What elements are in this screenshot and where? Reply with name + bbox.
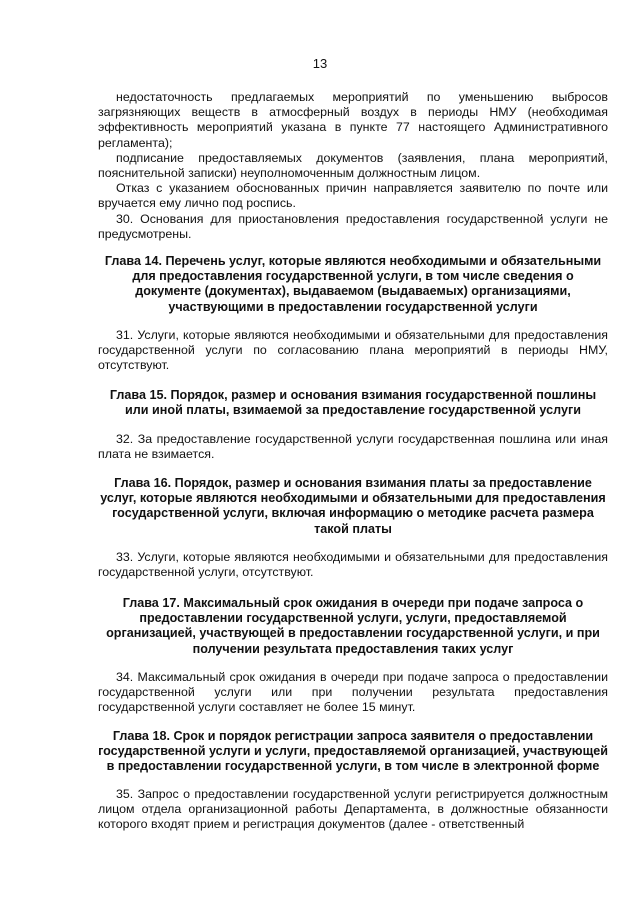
chapter-15-heading bbox=[98, 388, 608, 418]
paragraph-35: 35. Запрос о предоставлении государственной услуги регистрируется должностным лицом отдела организационной работы Департамента, в должностные обязанности которого входят прием и регистрация документов (далее - ответственный bbox=[98, 787, 608, 832]
paragraph: недостаточность предлагаемых мероприятий по уменьшению выбросов загрязняющих веществ в атмосферный воздух в периоды НМУ (необходимая эффективность мероприятий указана в пункте 77 настоящего Административного регламента); bbox=[98, 90, 608, 150]
paragraph-33: 33. Услуги, которые являются необходимыми и обязательными для предоставления государственной услуги, отсутствуют. bbox=[98, 550, 608, 580]
heading-text: Глава 18. Срок и порядок регистрации запроса заявителя о предоставлении государственной услуги и услуги, предоставляемой организацией, участвующей в предоставлении государственной услуги, в том числе в электронной форме bbox=[98, 729, 608, 774]
chapter-14-heading bbox=[98, 254, 608, 315]
paragraph-35-block bbox=[98, 787, 608, 833]
chapter-16-heading bbox=[98, 476, 608, 537]
paragraph-33-block bbox=[98, 550, 608, 580]
paragraph-31-block bbox=[98, 328, 608, 374]
heading-text: Глава 16. Порядок, размер и основания взимания платы за предоставление услуг, которые являются необходимыми и обязательными для предоставления государственной услуги, включая информацию о методике расчета размера такой платы bbox=[100, 476, 606, 536]
chapter-18-heading bbox=[98, 729, 608, 775]
heading-text: Глава 17. Максимальный срок ожидания в очереди при подаче запроса о предоставлении государственной услуги, услуги, предоставляемой организацией, участвующей в предоставлении государственной услуги, и при получении результата предоставления таких услуг bbox=[106, 596, 600, 656]
paragraph-conditions bbox=[98, 90, 608, 242]
paragraph: подписание предоставляемых документов (заявления, плана мероприятий, пояснительной записки) неуполномоченным должностным лицом. bbox=[98, 150, 608, 181]
paragraph-34-block bbox=[98, 670, 608, 716]
paragraph: Отказ с указанием обоснованных причин направляется заявителю по почте или вручается ему лично под роспись. bbox=[98, 181, 608, 211]
page-number: 13 bbox=[312, 56, 328, 71]
heading-text: Глава 14. Перечень услуг, которые являются необходимыми и обязательными для предоставления государственной услуги, в том числе сведения о документе (документах), выдаваемом (выдаваемых) организациями, участвующими в предоставлении государственной услуги bbox=[104, 254, 602, 314]
paragraph-31: 31. Услуги, которые являются необходимыми и обязательными для предоставления государственной услуги по согласованию плана мероприятий в периоды НМУ, отсутствуют. bbox=[98, 328, 608, 373]
paragraph-34: 34. Максимальный срок ожидания в очереди при подаче запроса о предоставлении государственной услуги или при получении результата предоставления государственной услуги составляет не более 15 минут. bbox=[98, 670, 608, 715]
paragraph-30: 30. Основания для приостановления предоставления государственной услуги не предусмотрены. bbox=[98, 211, 608, 241]
chapter-17-heading bbox=[98, 596, 608, 657]
paragraph-32-block bbox=[98, 432, 608, 462]
heading-text: Глава 15. Порядок, размер и основания взимания государственной пошлины или иной платы, взимаемой за предоставление государственной услуги bbox=[109, 388, 597, 418]
paragraph-32: 32. За предоставление государственной услуги государственная пошлина или иная плата не взимается. bbox=[98, 432, 608, 462]
